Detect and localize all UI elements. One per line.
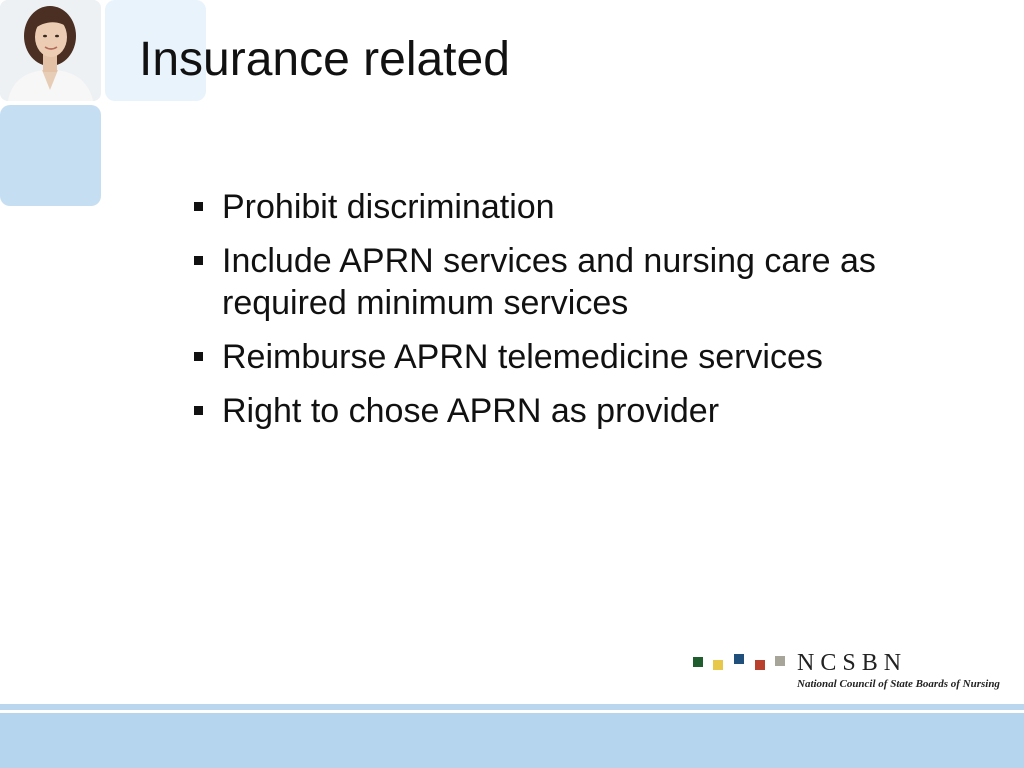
slide-title: Insurance related bbox=[139, 33, 510, 86]
square-bullet-icon bbox=[194, 352, 203, 361]
portrait-photo bbox=[0, 0, 101, 101]
logo-name: NCSBN bbox=[797, 650, 908, 676]
bullet-item bbox=[192, 186, 972, 228]
bullet-item bbox=[192, 390, 972, 432]
logo-square bbox=[734, 654, 744, 664]
logo-square bbox=[755, 660, 765, 670]
logo-squares-icon bbox=[693, 650, 793, 670]
ncsbn-logo bbox=[693, 650, 1000, 695]
footer-band bbox=[0, 713, 1024, 768]
square-bullet-icon bbox=[194, 202, 203, 211]
bullet-text: Include APRN services and nursing care as required minimum services bbox=[222, 242, 876, 322]
logo-square bbox=[775, 656, 785, 666]
logo-square bbox=[713, 660, 723, 670]
decorative-tile bbox=[0, 105, 101, 206]
bullet-list bbox=[192, 186, 972, 444]
square-bullet-icon bbox=[194, 406, 203, 415]
square-bullet-icon bbox=[194, 256, 203, 265]
bullet-text: Right to chose APRN as provider bbox=[222, 392, 720, 430]
bullet-item bbox=[192, 336, 972, 378]
logo-square bbox=[693, 657, 703, 667]
bullet-text: Reimburse APRN telemedicine services bbox=[222, 338, 823, 376]
bullet-text: Prohibit discrimination bbox=[222, 188, 555, 226]
bullet-item bbox=[192, 240, 972, 324]
logo-tagline: National Council of State Boards of Nursing bbox=[797, 678, 1000, 690]
